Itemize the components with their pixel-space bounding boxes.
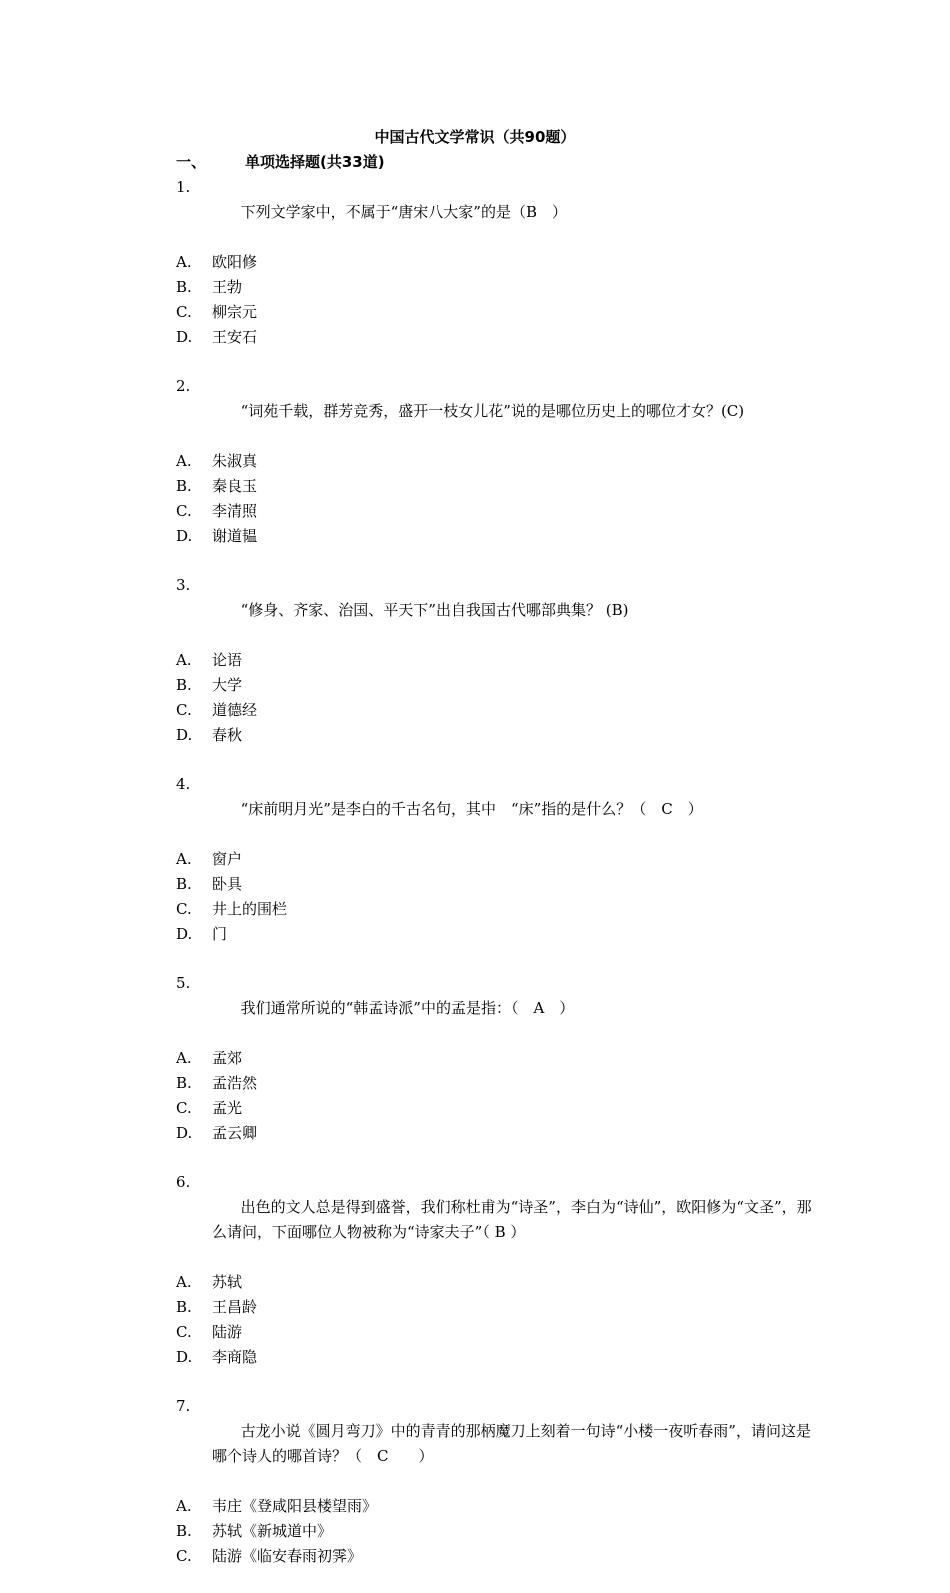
option xyxy=(176,275,816,300)
option xyxy=(176,1121,816,1146)
option xyxy=(176,1071,816,1096)
question xyxy=(176,1394,816,1569)
question-stem xyxy=(176,772,816,847)
option-letter: B. xyxy=(176,1074,192,1092)
option-letter: D. xyxy=(176,726,193,744)
option-text: 孟光 xyxy=(212,1099,243,1117)
question-number: 1. xyxy=(176,178,191,196)
option-letter: B. xyxy=(176,1522,192,1540)
option xyxy=(176,723,816,748)
option-letter: D. xyxy=(176,1348,193,1366)
option-text: 卧具 xyxy=(212,875,243,893)
option-text: 论语 xyxy=(212,651,243,669)
question-stem xyxy=(176,1394,816,1494)
option xyxy=(176,897,816,922)
question xyxy=(176,772,816,947)
question xyxy=(176,175,816,350)
option-letter: B. xyxy=(176,477,192,495)
option-letter: A. xyxy=(176,452,192,470)
question-stem xyxy=(176,573,816,648)
option-text: 门 xyxy=(212,925,228,943)
option xyxy=(176,847,816,872)
option xyxy=(176,673,816,698)
question-number: 4. xyxy=(176,775,191,793)
option xyxy=(176,325,816,350)
option-text: 朱淑真 xyxy=(212,452,258,470)
option-letter: B. xyxy=(176,875,192,893)
option xyxy=(176,922,816,947)
option-letter: A. xyxy=(176,1049,192,1067)
question-number: 3. xyxy=(176,576,191,594)
option-letter: A. xyxy=(176,850,192,868)
option-text: 王勃 xyxy=(212,278,243,296)
option xyxy=(176,1320,816,1345)
option xyxy=(176,250,816,275)
option-letter: B. xyxy=(176,1298,192,1316)
option-text: 孟云卿 xyxy=(212,1124,258,1142)
option xyxy=(176,1345,816,1370)
option-letter: C. xyxy=(176,502,192,520)
option-letter: C. xyxy=(176,701,192,719)
option xyxy=(176,449,816,474)
option-text: 井上的围栏 xyxy=(212,900,288,918)
option-letter: A. xyxy=(176,253,192,271)
option-letter: D. xyxy=(176,1124,193,1142)
option xyxy=(176,1544,816,1569)
question-text: “床前明月光”是李白的千古名句，其中 “床”指的是什么？（ C ） xyxy=(240,800,703,818)
option-text: 谢道韫 xyxy=(212,527,258,545)
option-letter: A. xyxy=(176,651,192,669)
option-text: 柳宗元 xyxy=(212,303,258,321)
question xyxy=(176,1170,816,1370)
question-text: 古龙小说《圆月弯刀》中的青青的那柄魔刀上刻着一句诗“小楼一夜听春雨”，请问这是哪个诗人的哪首诗？（ C ） xyxy=(212,1422,811,1465)
question-number: 7. xyxy=(176,1397,191,1415)
option xyxy=(176,499,816,524)
option xyxy=(176,524,816,549)
page-title: 中国古代文学常识（共90题） xyxy=(374,128,576,146)
option-text: 王昌龄 xyxy=(212,1298,258,1316)
option xyxy=(176,698,816,723)
option xyxy=(176,648,816,673)
option xyxy=(176,1270,816,1295)
question xyxy=(176,374,816,549)
option-text: 李清照 xyxy=(212,502,258,520)
option-letter: C. xyxy=(176,1099,192,1117)
option xyxy=(176,300,816,325)
option-text: 春秋 xyxy=(212,726,243,744)
question-text: “修身、齐家、治国、平天下”出自我国古代哪部典集？ (B) xyxy=(240,601,629,619)
question xyxy=(176,573,816,748)
option-text: 苏轼 xyxy=(212,1273,243,1291)
option-letter: B. xyxy=(176,278,192,296)
option-text: 孟郊 xyxy=(212,1049,243,1067)
option-text: 王安石 xyxy=(212,328,258,346)
question-stem xyxy=(176,971,816,1046)
question-stem xyxy=(176,1170,816,1270)
option-text: 李商隐 xyxy=(212,1348,258,1366)
question-stem xyxy=(176,175,816,250)
question-stem xyxy=(176,374,816,449)
question-text: “词苑千载，群芳竞秀，盛开一枝女儿花”说的是哪位历史上的哪位才女？(C) xyxy=(240,402,745,420)
option-text: 窗户 xyxy=(212,850,243,868)
option-letter: D. xyxy=(176,527,193,545)
question-number: 6. xyxy=(176,1173,191,1191)
option-text: 陆游《临安春雨初霁》 xyxy=(212,1547,363,1565)
option-letter: C. xyxy=(176,1323,192,1341)
question xyxy=(176,971,816,1146)
option-text: 韦庄《登咸阳县楼望雨》 xyxy=(212,1497,378,1515)
option xyxy=(176,1494,816,1519)
option-letter: C. xyxy=(176,1547,192,1565)
option-text: 陆游 xyxy=(212,1323,243,1341)
option xyxy=(176,1519,816,1544)
option-letter: B. xyxy=(176,676,192,694)
option-text: 秦良玉 xyxy=(212,477,258,495)
section-number: 一、 xyxy=(176,153,207,171)
option-letter: D. xyxy=(176,925,193,943)
option-text: 道德经 xyxy=(212,701,258,719)
option-text: 欧阳修 xyxy=(212,253,258,271)
option-letter: D. xyxy=(176,328,193,346)
question-text: 下列文学家中，不属于“唐宋八大家”的是（B ） xyxy=(240,203,567,221)
option-letter: A. xyxy=(176,1273,192,1291)
option xyxy=(176,1096,816,1121)
option-letter: C. xyxy=(176,900,192,918)
question-text: 我们通常所说的“韩孟诗派”中的孟是指：（ A ） xyxy=(240,999,575,1017)
option-text: 大学 xyxy=(212,676,243,694)
option xyxy=(176,474,816,499)
question-number: 5. xyxy=(176,974,191,992)
question-number: 2. xyxy=(176,377,191,395)
question-text: 出色的文人总是得到盛誉，我们称杜甫为“诗圣”，李白为“诗仙”，欧阳修为“文圣”，那么请问，下面哪位人物被称为“诗家夫子”（ B ） xyxy=(212,1198,812,1241)
question-list xyxy=(176,175,816,1593)
option xyxy=(176,872,816,897)
option-text: 苏轼《新城道中》 xyxy=(212,1522,333,1540)
option-letter: A. xyxy=(176,1497,192,1515)
section-title: 单项选择题(共33道) xyxy=(245,153,385,171)
option xyxy=(176,1295,816,1320)
option xyxy=(176,1046,816,1071)
option-text: 孟浩然 xyxy=(212,1074,258,1092)
option-letter: C. xyxy=(176,303,192,321)
